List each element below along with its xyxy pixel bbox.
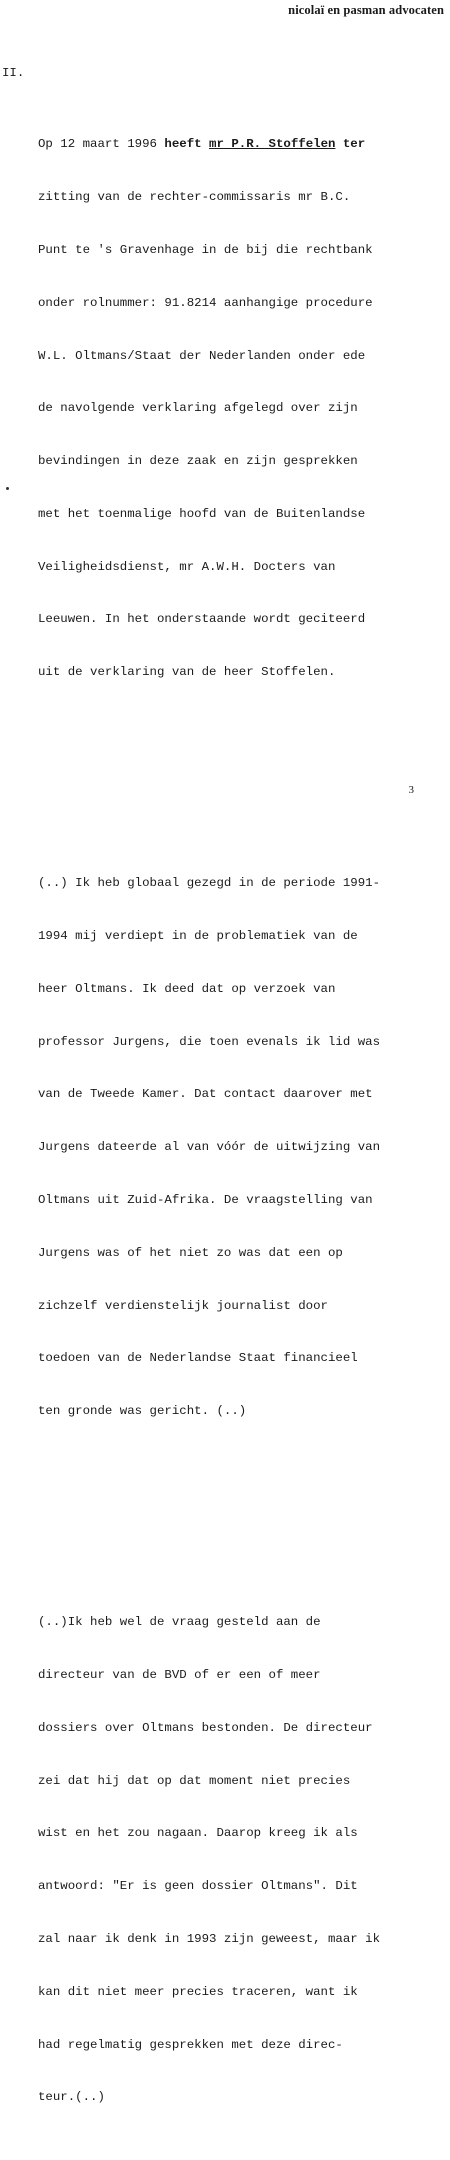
text-line: professor Jurgens, die toen evenals ik lid was <box>38 1034 381 1049</box>
text-line: (..)Ik heb wel de vraag gesteld aan de <box>38 1615 321 1630</box>
text-line: toedoen van de Nederlandse Staat financieel <box>38 1351 358 1366</box>
text-line: Oltmans uit Zuid-Afrika. De vraagstelling van <box>38 1193 373 1207</box>
text-line: wist en het zou nagaan. Daarop kreeg ik als <box>38 1826 358 1841</box>
underlined-name: mr P.R. Stoffelen <box>209 137 336 152</box>
section-number: II. <box>2 66 25 80</box>
text-line: zitting van de rechter-commissaris mr B.C. <box>38 190 351 205</box>
text-line: zei dat hij dat op dat moment niet precies <box>38 1773 351 1788</box>
text-line: van de Tweede Kamer. Dat contact daarover met <box>38 1087 373 1102</box>
text-line: (..) Ik heb globaal gezegd in de periode 1991- <box>38 876 381 891</box>
text-line: Jurgens was of het niet zo was dat een op <box>38 1245 343 1260</box>
bold-text: ter <box>335 137 366 152</box>
text-fragment: Op 12 maart 1996 <box>38 137 165 152</box>
text-line: 1994 mij verdiept in de problematiek van de <box>38 929 358 944</box>
text-line: zichzelf verdienstelijk journalist door <box>38 1298 328 1313</box>
text-line: met het toenmalige hoofd van de Buitenlandse <box>38 506 366 521</box>
text-line: dossiers over Oltmans bestonden. De directeur <box>38 1720 373 1735</box>
paragraph-intro <box>38 101 448 717</box>
text-line: de navolgende verklaring afgelegd over zijn <box>38 401 358 416</box>
text-line: Jurgens dateerde al van vóór de uitwijzing van <box>38 1140 381 1155</box>
paragraph-quote-1 <box>38 840 448 1456</box>
text-line: kan dit niet meer precies traceren, want ik <box>38 1984 358 1999</box>
paragraph-quote-2 <box>38 1579 448 2142</box>
scan-speck <box>6 487 9 490</box>
text-line <box>38 136 448 154</box>
text-line: W.L. Oltmans/Staat der Nederlanden onder ede <box>38 348 366 363</box>
text-line: teur.(..) <box>38 2090 105 2105</box>
text-line: directeur van de BVD of er een of meer <box>38 1668 321 1683</box>
text-line: had regelmatig gesprekken met deze direc- <box>38 2037 343 2052</box>
text-line: Leeuwen. In het onderstaande wordt geciteerd <box>38 612 366 627</box>
text-line: Veiligheidsdienst, mr A.W.H. Docters van <box>38 559 336 574</box>
text-line: Punt te 's Gravenhage in de bij die rechtbank <box>38 242 373 257</box>
text-line: onder rolnummer: 91.8214 aanhangige procedure <box>38 295 373 310</box>
bold-text: heeft <box>164 137 210 152</box>
text-line: antwoord: "Er is geen dossier Oltmans". Dit <box>38 1879 358 1894</box>
text-line: heer Oltmans. Ik deed dat op verzoek van <box>38 981 336 996</box>
text-line: ten gronde was gericht. (..) <box>38 1404 247 1419</box>
text-line: zal naar ik denk in 1993 zijn geweest, maar ik <box>38 1931 381 1946</box>
text-line: bevindingen in deze zaak en zijn gesprekken <box>38 454 358 469</box>
document-body <box>38 66 448 2160</box>
law-firm-header: nicolaï en pasman advocaten <box>288 3 444 17</box>
page-number: 3 <box>408 784 414 796</box>
text-line: uit de verklaring van de heer Stoffelen. <box>38 665 336 680</box>
